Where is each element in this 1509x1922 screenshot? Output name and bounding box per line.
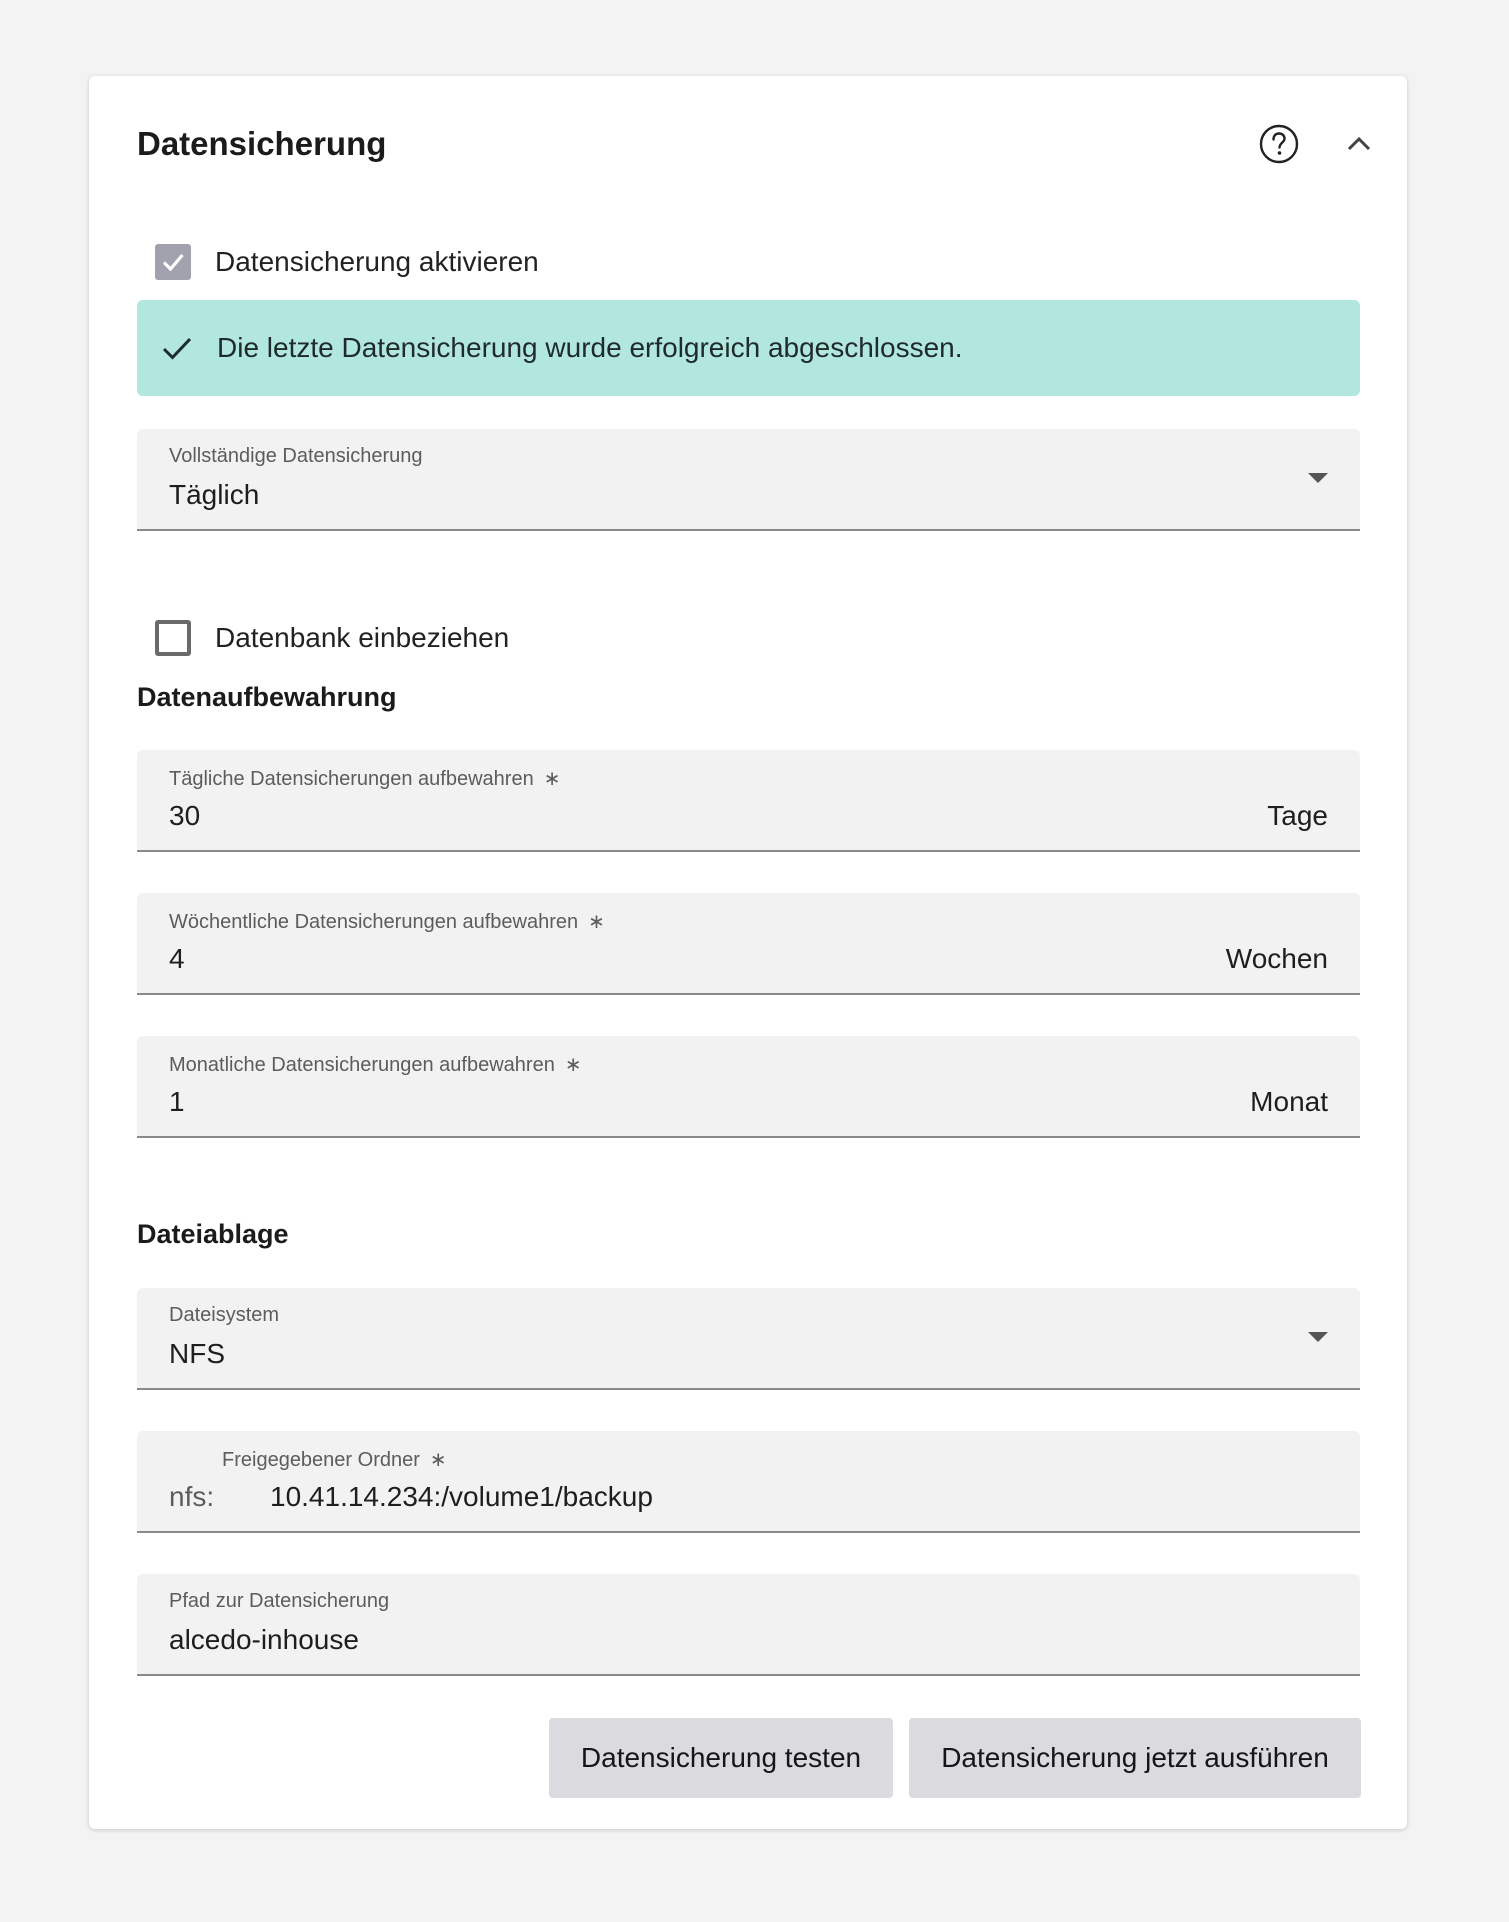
weekly-retention-value[interactable]: 4 bbox=[169, 943, 185, 974]
dropdown-arrow-icon bbox=[1308, 1332, 1328, 1342]
full-backup-select[interactable] bbox=[137, 429, 1360, 531]
shared-folder-prefix: nfs: bbox=[169, 1481, 215, 1512]
dropdown-arrow-icon bbox=[1308, 473, 1328, 483]
status-message: Die letzte Datensicherung wurde erfolgreich abgeschlossen. bbox=[217, 332, 963, 363]
backup-path-label: Pfad zur Datensicherung bbox=[169, 1590, 390, 1612]
shared-folder-label: Freigegebener Ordner ∗ bbox=[222, 1449, 447, 1471]
required-marker: ∗ bbox=[543, 768, 561, 790]
enable-backup-checkbox-row[interactable] bbox=[137, 232, 539, 292]
panel-title: Datensicherung bbox=[137, 125, 387, 162]
test-backup-button[interactable]: Datensicherung testen bbox=[549, 1718, 893, 1798]
help-circle-icon bbox=[1258, 123, 1300, 165]
daily-retention-unit: Tage bbox=[1267, 800, 1328, 831]
checkmark-icon bbox=[159, 330, 195, 366]
include-database-label: Datenbank einbeziehen bbox=[215, 622, 510, 653]
monthly-retention-unit: Monat bbox=[1250, 1086, 1328, 1117]
include-database-checkbox-row[interactable] bbox=[137, 608, 509, 668]
filesystem-value: NFS bbox=[169, 1338, 225, 1369]
backup-path-field[interactable] bbox=[137, 1574, 1360, 1676]
filesystem-label: Dateisystem bbox=[169, 1304, 280, 1326]
chevron-up-icon bbox=[1345, 134, 1373, 154]
daily-retention-label: Tägliche Datensicherungen aufbewahren ∗ bbox=[169, 768, 561, 790]
backup-panel bbox=[89, 76, 1407, 1829]
monthly-retention-value[interactable]: 1 bbox=[169, 1086, 185, 1117]
backup-path-value[interactable]: alcedo-inhouse bbox=[169, 1624, 359, 1655]
enable-backup-checkbox[interactable] bbox=[155, 244, 191, 280]
checkmark-icon bbox=[159, 248, 187, 276]
required-marker: ∗ bbox=[564, 1054, 582, 1076]
weekly-retention-label: Wöchentliche Datensicherungen aufbewahren ∗ bbox=[169, 911, 605, 933]
retention-heading: Datenaufbewahrung bbox=[137, 682, 397, 712]
include-database-checkbox[interactable] bbox=[155, 620, 191, 656]
daily-retention-value[interactable]: 30 bbox=[169, 800, 201, 831]
weekly-retention-field[interactable] bbox=[137, 893, 1360, 995]
help-button[interactable] bbox=[1251, 116, 1307, 172]
status-banner bbox=[137, 300, 1360, 396]
run-backup-now-button[interactable]: Datensicherung jetzt ausführen bbox=[909, 1718, 1361, 1798]
enable-backup-label: Datensicherung aktivieren bbox=[215, 246, 539, 277]
shared-folder-field[interactable] bbox=[137, 1431, 1360, 1533]
required-marker: ∗ bbox=[429, 1449, 447, 1471]
required-marker: ∗ bbox=[588, 911, 605, 933]
monthly-retention-label: Monatliche Datensicherungen aufbewahren ∗ bbox=[169, 1054, 582, 1076]
collapse-button[interactable] bbox=[1331, 116, 1387, 172]
weekly-retention-unit: Wochen bbox=[1225, 943, 1328, 974]
shared-folder-value[interactable]: 10.41.14.234:/volume1/backup bbox=[270, 1481, 653, 1512]
daily-retention-field[interactable] bbox=[137, 750, 1360, 852]
monthly-retention-field[interactable] bbox=[137, 1036, 1360, 1138]
storage-heading: Dateiablage bbox=[137, 1219, 289, 1249]
filesystem-select[interactable] bbox=[137, 1288, 1360, 1390]
full-backup-value: Täglich bbox=[169, 479, 260, 510]
full-backup-label: Vollständige Datensicherung bbox=[169, 445, 423, 467]
